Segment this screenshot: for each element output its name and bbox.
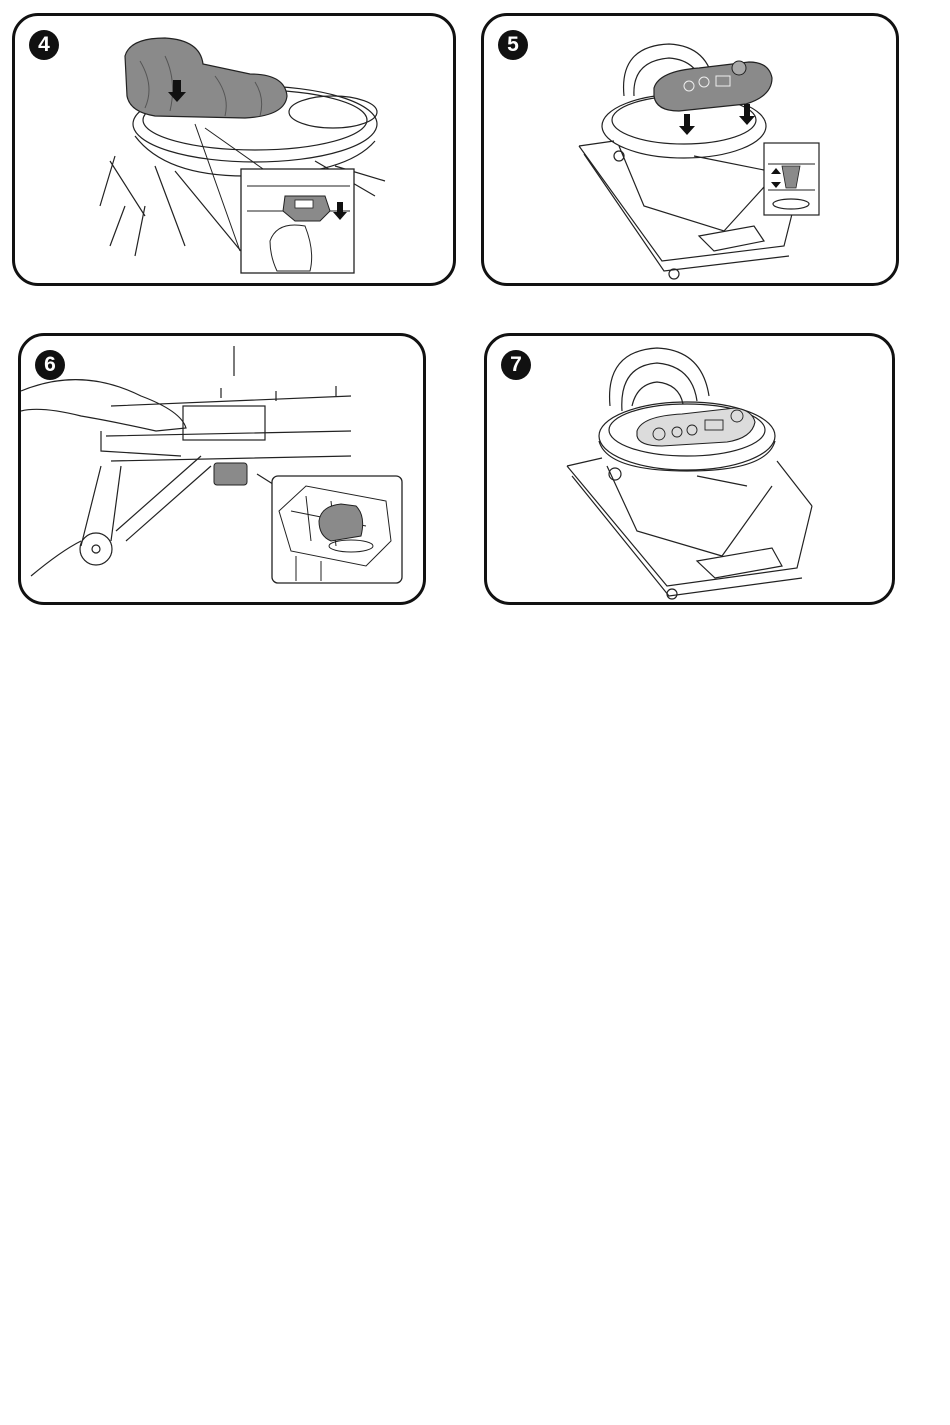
down-arrow-icon <box>739 104 755 125</box>
battery-installation-illustration <box>21 336 423 602</box>
seat-insertion-illustration <box>15 16 453 283</box>
step-number-badge: 6 <box>35 350 65 380</box>
battery-cover <box>214 463 247 485</box>
toy-tray <box>654 62 772 111</box>
down-arrow-icon <box>679 114 695 135</box>
step-4-panel <box>12 13 456 286</box>
step-number-badge: 7 <box>501 350 531 380</box>
assembled-walker-illustration <box>487 336 892 602</box>
step-7-panel <box>484 333 895 605</box>
step-5-panel <box>481 13 899 286</box>
step-number-badge: 4 <box>29 30 59 60</box>
step-6-panel <box>18 333 426 605</box>
seat-pad <box>125 38 287 118</box>
step-number-badge: 5 <box>498 30 528 60</box>
battery <box>319 504 363 541</box>
toy-tray-attachment-illustration <box>484 16 896 283</box>
